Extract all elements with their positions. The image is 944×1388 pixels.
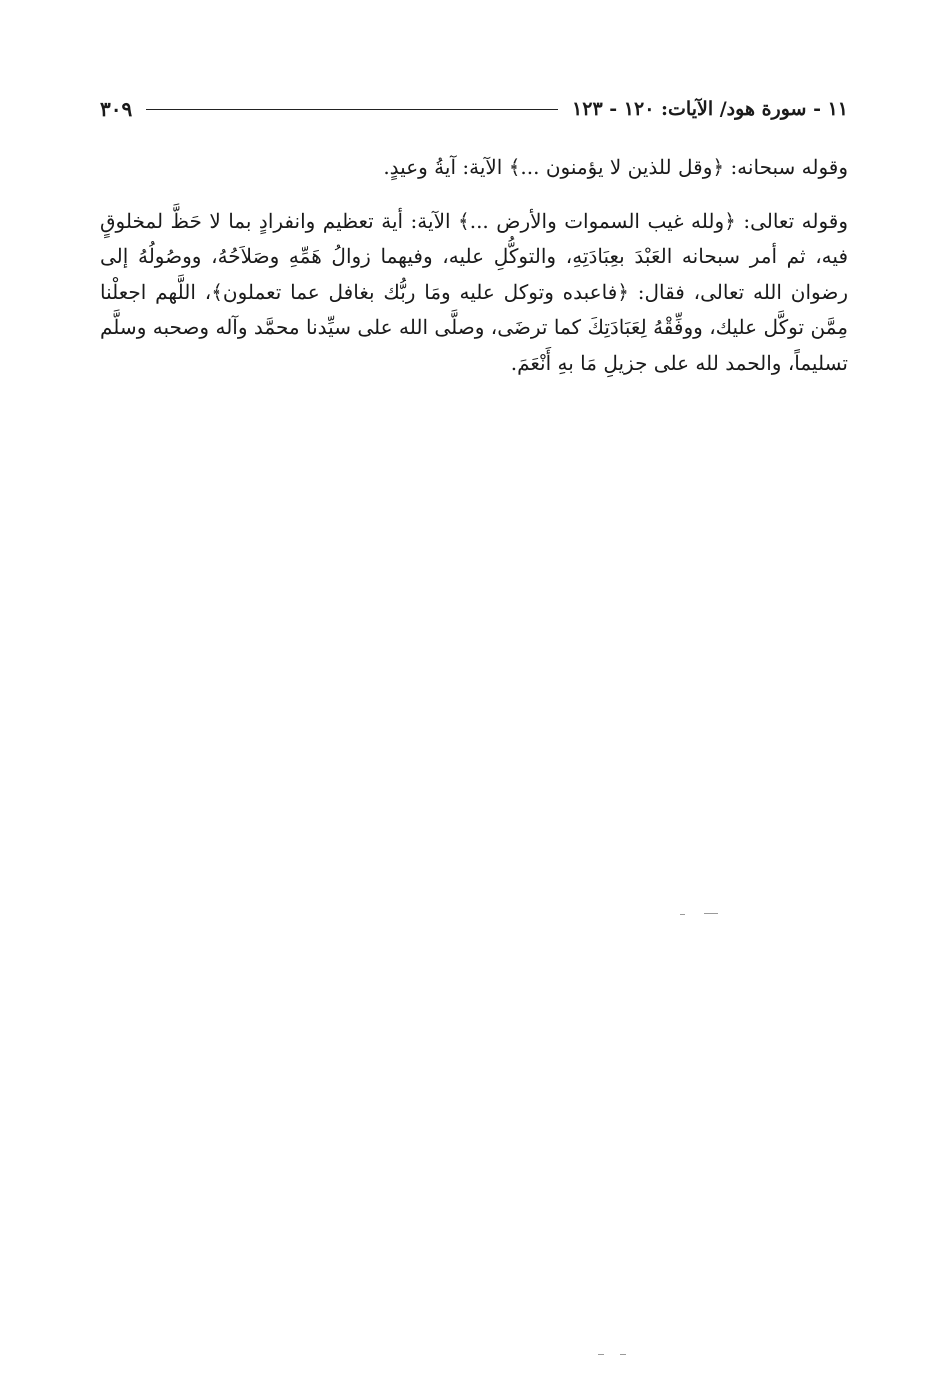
paragraph-1: وقوله سبحانه: ﴿وقل للذين لا يؤمنون ...﴾ الآية: آيةُ وعيدٍ. [383, 155, 848, 179]
header-title: ١١ - سورة هود/ الآيات: ١٢٠ - ١٢٣ [572, 98, 848, 120]
scan-speck [620, 1354, 626, 1355]
header-rule [146, 109, 558, 110]
body-text [100, 150, 848, 381]
scan-speck [704, 913, 718, 914]
page-number: ٣٠٩ [100, 97, 133, 121]
scan-speck [680, 914, 685, 915]
paragraph-2: وقوله تعالى: ﴿ولله غيب السموات والأرض ...﴾ الآية: أية تعظيم وانفرادٍ بما لا حَظَّ لمخلوقٍ فيه، ثم أمر سبحانه العَبْدَ بعِبَادَتِهِ، والتوكُّلِ عليه، وفيهما زوالُ هَمِّهِ وصَلاَحُهُ، ووصُولُهُ إلى رضوان الله تعالى، فقال: ﴿فاعبده وتوكل عليه ومَا ربُّك بغافل عما تعملون﴾، اللَّهم اجعلْنا مِمَّن توكَّل عليك، ووفِّقْهُ لِعَبَادَتِكَ كما ترضَى، وصلَّى الله على سيِّدنا محمَّد وآله وصحبه وسلَّم تسليماً، والحمد لله على جزيلِ مَا بهِ أَنْعَمَ. [100, 208, 848, 375]
scan-speck [598, 1354, 604, 1355]
running-header [100, 94, 848, 124]
